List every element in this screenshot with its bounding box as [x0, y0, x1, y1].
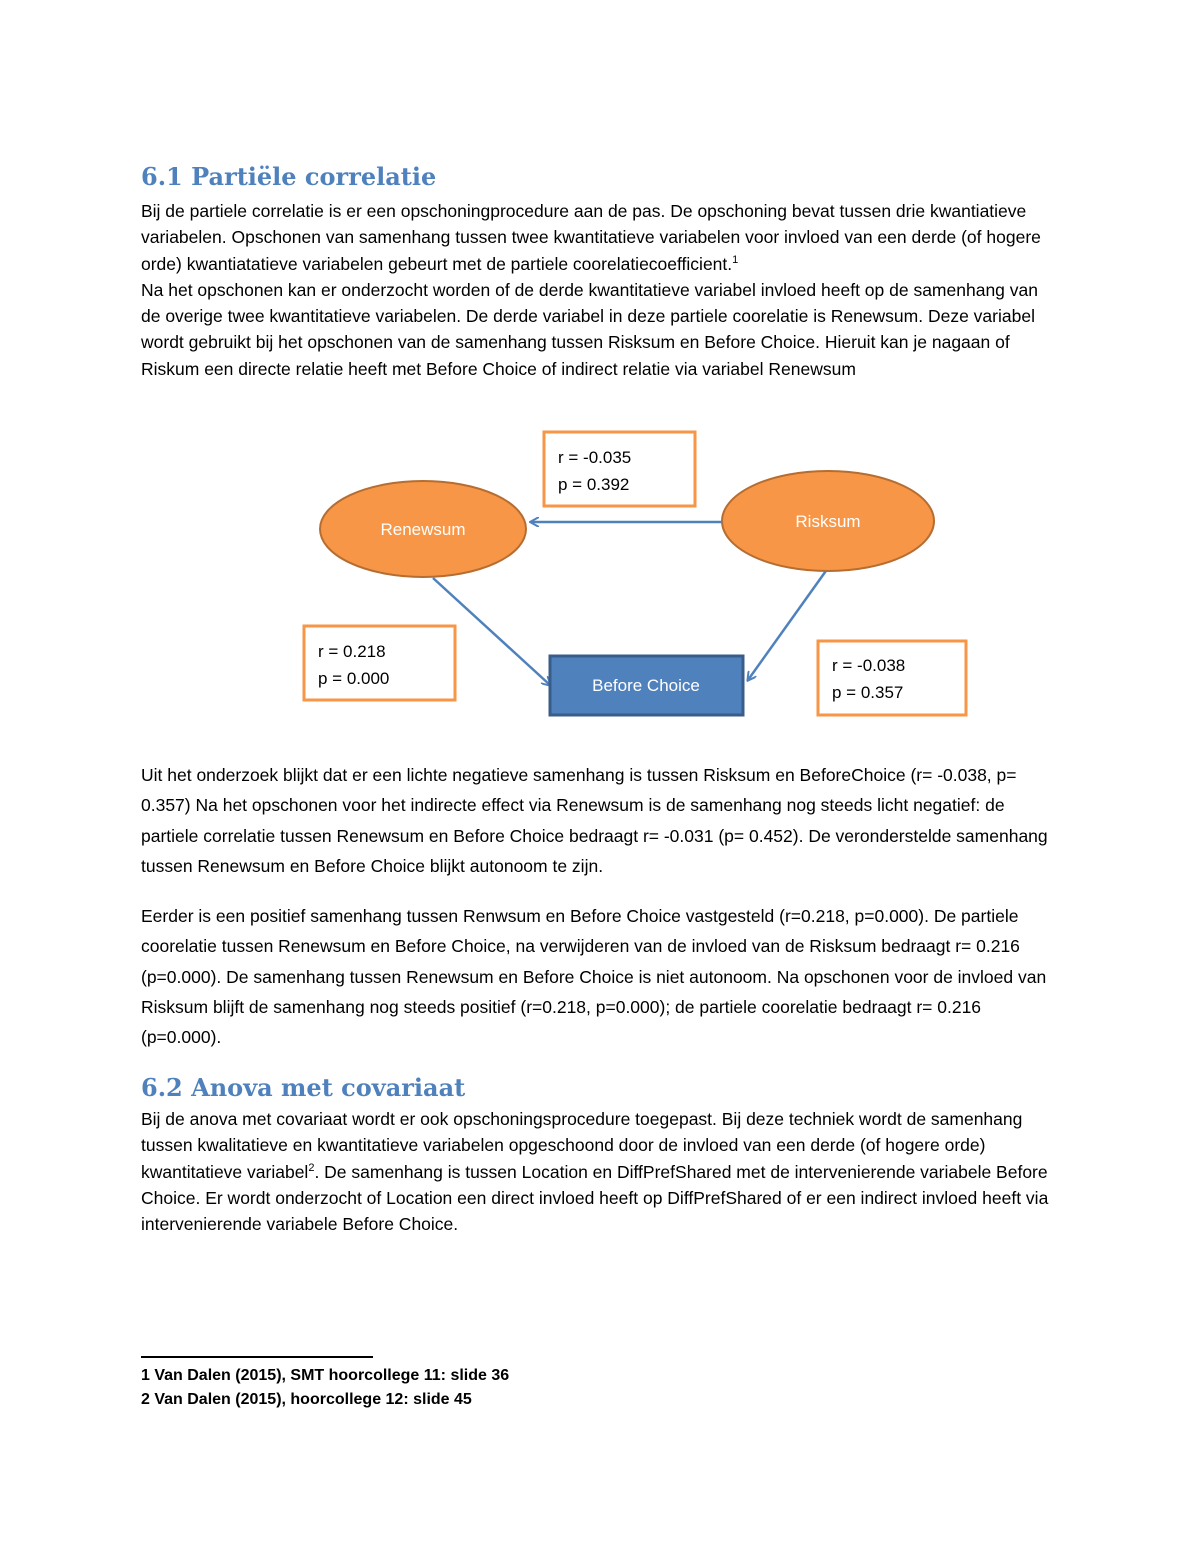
stat-top-r: r = -0.035 [558, 448, 632, 467]
stat-box-top [544, 432, 695, 506]
footnote-ref-2[interactable]: 2 [308, 1161, 315, 1174]
footnote-2: 2 Van Dalen (2015), hoorcollege 12: slide 45 [141, 1391, 472, 1408]
paragraph-intro [141, 198, 1061, 382]
paragraph-intro-continued: Na het opschonen kan er onderzocht worden of de derde kwantitatieve variabel invloed heeft op de samenhang van de overige twee kwantitatieve variabelen. De derde variabel in deze partiele coorelatie is Renewsum. Deze variabel wordt gebruikt bij het opschonen van de samenhang tussen Risksum en Before Choice. Hieruit kan je nagaan of Riskum een directe relatie heeft met Before Choice of indirect relatie via variabel Renewsum [141, 279, 1038, 379]
paragraph-anova-continued: . De samenhang is tussen Location en DiffPrefShared met de intervenierende variabele Before Choice. Er wordt onderzocht of Location een direct invloed heeft op DiffPrefShared of er een indirect invloed heeft via intervenierende variabele Before Choice. [141, 1161, 1049, 1235]
partial-correlation-diagram [300, 420, 1000, 730]
paragraph-results-positive: Eerder is een positief samenhang tussen Renwsum en Before Choice vastgesteld (r=0.218, p=0.000). De partiele coorelatie tussen Renewsum en Before Choice, na verwijderen van de invloed van de Risksum bedraagt r= 0.216 (p=0.000). De samenhang tussen Renewsum en Before Choice is niet autonoom. Na opschonen voor de invloed van Risksum blijft de samenhang nog steeds positief (r=0.218, p=0.000); de partiele coorelatie bedraagt r= 0.216 (p=0.000). [141, 906, 1047, 1048]
label-risksum: Risksum [795, 512, 861, 531]
stat-box-right [818, 641, 966, 715]
paragraph-anova-text: Bij de anova met covariaat wordt er ook opschoningsprocedure toegepast. Bij deze techniek wordt de samenhang tussen kwalitatieve en kwantitatieve variabelen opgeschoond door de invloed van een derde (of hogere orde) kwantitatieve variabel [141, 1109, 1023, 1182]
section-heading-anova-covariaat: 6.2 Anova met covariaat [141, 1073, 466, 1102]
stat-left-p: p = 0.000 [318, 669, 390, 688]
paragraph-intro-text: Bij de partiele correlatie is er een opschoningprocedure aan de pas. De opschoning bevat tussen drie kwantiatieve variabelen. Opschonen van samenhang tussen twee kwantitatieve variabelen voor invloed van een derde (of hogere orde) kwantiatatieve variabelen gebeurt met de partiele coorelatiecoefficient. [141, 201, 1041, 274]
stat-top-p: p = 0.392 [558, 475, 630, 494]
stat-left-r: r = 0.218 [318, 642, 386, 661]
footnote-1: 1 Van Dalen (2015), SMT hoorcollege 11: slide 36 [141, 1367, 510, 1384]
paragraph-results-negative: Uit het onderzoek blijkt dat er een lichte negatieve samenhang is tussen Risksum en BeforeChoice (r= -0.038, p= 0.357) Na het opschonen voor het indirecte effect via Renewsum is de samenhang nog steeds licht negatief: de partiele correlatie tussen Renewsum en Before Choice bedraagt r= -0.031 (p= 0.452). De veronderstelde samenhang tussen Renewsum en Before Choice blijkt autonoom te zijn. [141, 765, 1048, 876]
footnote-separator [141, 1356, 373, 1358]
label-before-choice: Before Choice [592, 676, 700, 695]
paragraph-anova [141, 1106, 1061, 1237]
arrow-risksum-to-before-choice [748, 568, 828, 680]
stat-right-r: r = -0.038 [832, 656, 906, 675]
label-renewsum: Renewsum [380, 520, 466, 539]
stat-box-left [304, 626, 455, 700]
footnote-ref-1[interactable]: 1 [732, 253, 739, 266]
section-heading-partiele-correlatie: 6.1 Partiële correlatie [141, 162, 437, 191]
stat-right-p: p = 0.357 [832, 683, 904, 702]
